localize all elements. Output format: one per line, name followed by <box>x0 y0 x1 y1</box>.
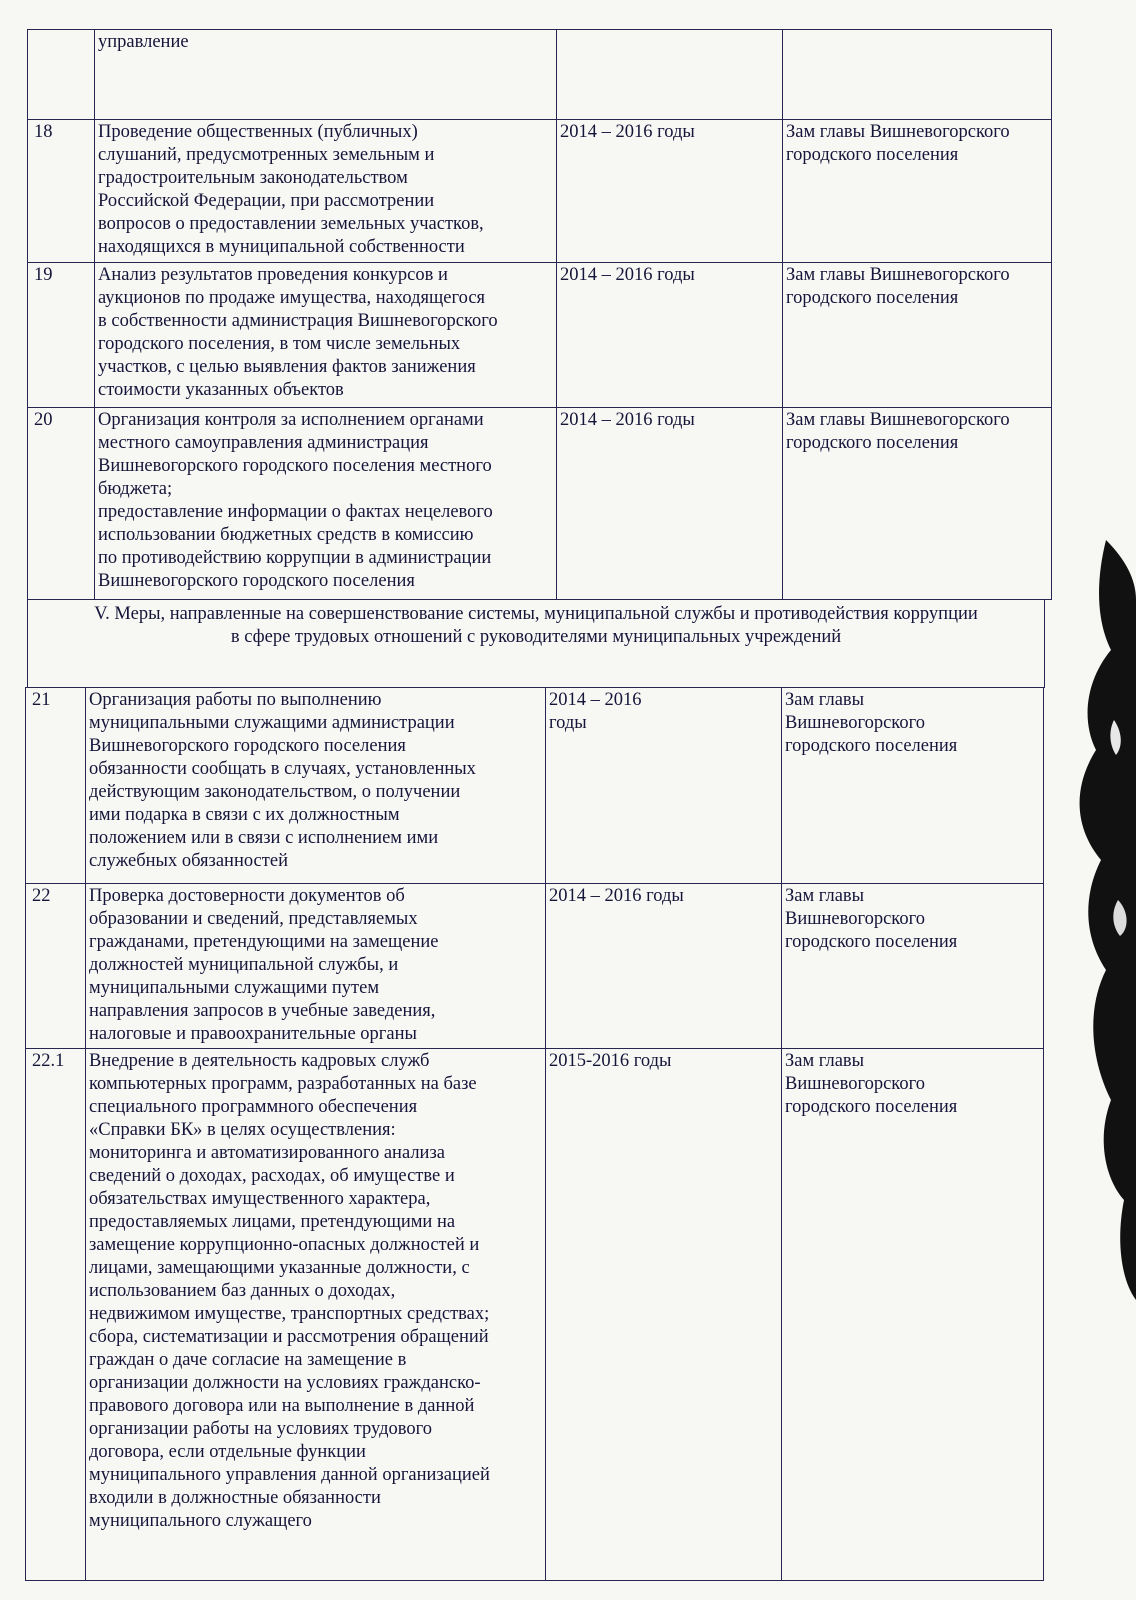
responsible-text: Зам главы Вишневогорского городского поселения <box>783 408 1052 600</box>
responsible-text: Зам главы Вишневогорского городского поселения <box>783 263 1052 408</box>
table-row <box>28 30 1052 120</box>
table-row <box>28 408 1052 600</box>
measure-text: Проверка достоверности документов об образовании и сведений, представляемых гражданами, претендующими на замещение должностей муниципальной службы, и муниципальными служащими путем направления запросов в учебные заведения, налоговые и правоохранительные органы <box>86 884 546 1049</box>
row-number: 22.1 <box>26 1049 86 1581</box>
period-text: 2014 – 2016 годы <box>557 263 783 408</box>
measure-text: Внедрение в деятельность кадровых служб компьютерных программ, разработанных на базе специального программного обеспечения «Справки БК» в целях осуществления: мониторинга и автоматизированного анализа сведений о доходах, расходах, об имуществе и обязательствах имущественного характера, предоставляемых лицами, претендующими на замещение коррупционно-опасных должностей и лицами, замещающими указанные должности, с использованием баз данных о доходах, недвижимом имуществе, транспортных средствах; сбора, систематизации и рассмотрения обращений граждан о даче согласие на замещение в организации должности на условиях гражданско- правового договора или на выполнение в данной организации работы на условиях трудового договора, если отдельные функции муниципального управления данной организацией входили в должностные обязанности муниципального служащего <box>86 1049 546 1581</box>
row-number: 22 <box>26 884 86 1049</box>
period-text: 2014 – 2016 годы <box>557 408 783 600</box>
measure-text: Организация контроля за исполнением органами местного самоуправления администрация Вишневогорского городского поселения местного бюджета; предоставление информации о фактах нецелевого использовании бюджетных средств в комиссию по противодействию коррупции в администрации Вишневогорского городского поселения <box>95 408 557 600</box>
row-number: 19 <box>28 263 95 408</box>
row-number <box>28 30 95 120</box>
scan-blot-graphic <box>1066 540 1136 1300</box>
table-row <box>26 1049 1044 1581</box>
responsible-text <box>783 30 1052 120</box>
responsible-text: Зам главы Вишневогорского городского поселения <box>782 1049 1044 1581</box>
measures-table-bottom <box>25 687 1044 1581</box>
table-row <box>26 884 1044 1049</box>
table-row <box>26 688 1044 884</box>
period-text: 2014 – 2016 годы <box>546 688 782 884</box>
responsible-text: Зам главы Вишневогорского городского поселения <box>782 688 1044 884</box>
row-number: 21 <box>26 688 86 884</box>
section-v-table <box>27 599 1045 688</box>
measures-table-top <box>27 29 1052 600</box>
responsible-text: Зам главы Вишневогорского городского поселения <box>782 884 1044 1049</box>
period-text: 2014 – 2016 годы <box>557 120 783 263</box>
measure-text: Анализ результатов проведения конкурсов и аукционов по продаже имущества, находящегося в собственности администрация Вишневогорского городского поселения, в том числе земельных участков, с целью выявления фактов занижения стоимости указанных объектов <box>95 263 557 408</box>
measure-text: Организация работы по выполнению муниципальными служащими администрации Вишневогорского городского поселения обязанности сообщать в случаях, установленных действующим законодательством, о получении ими подарка в связи с их должностным положением или в связи с исполнением ими служебных обязанностей <box>86 688 546 884</box>
table-row <box>28 263 1052 408</box>
section-heading: V. Меры, направленные на совершенствование системы, муниципальной службы и противодействия коррупции в сфере трудовых отношений с руководителями муниципальных учреждений <box>28 600 1045 688</box>
row-number: 20 <box>28 408 95 600</box>
period-text: 2014 – 2016 годы <box>546 884 782 1049</box>
responsible-text: Зам главы Вишневогорского городского поселения <box>783 120 1052 263</box>
period-text: 2015-2016 годы <box>546 1049 782 1581</box>
period-text <box>557 30 783 120</box>
measure-text: Проведение общественных (публичных) слушаний, предусмотренных земельным и градостроительным законодательством Российской Федерации, при рассмотрении вопросов о предоставлении земельных участков, находящихся в муниципальной собственности <box>95 120 557 263</box>
row-number: 18 <box>28 120 95 263</box>
measure-text: управление <box>95 30 557 120</box>
table-row <box>28 120 1052 263</box>
